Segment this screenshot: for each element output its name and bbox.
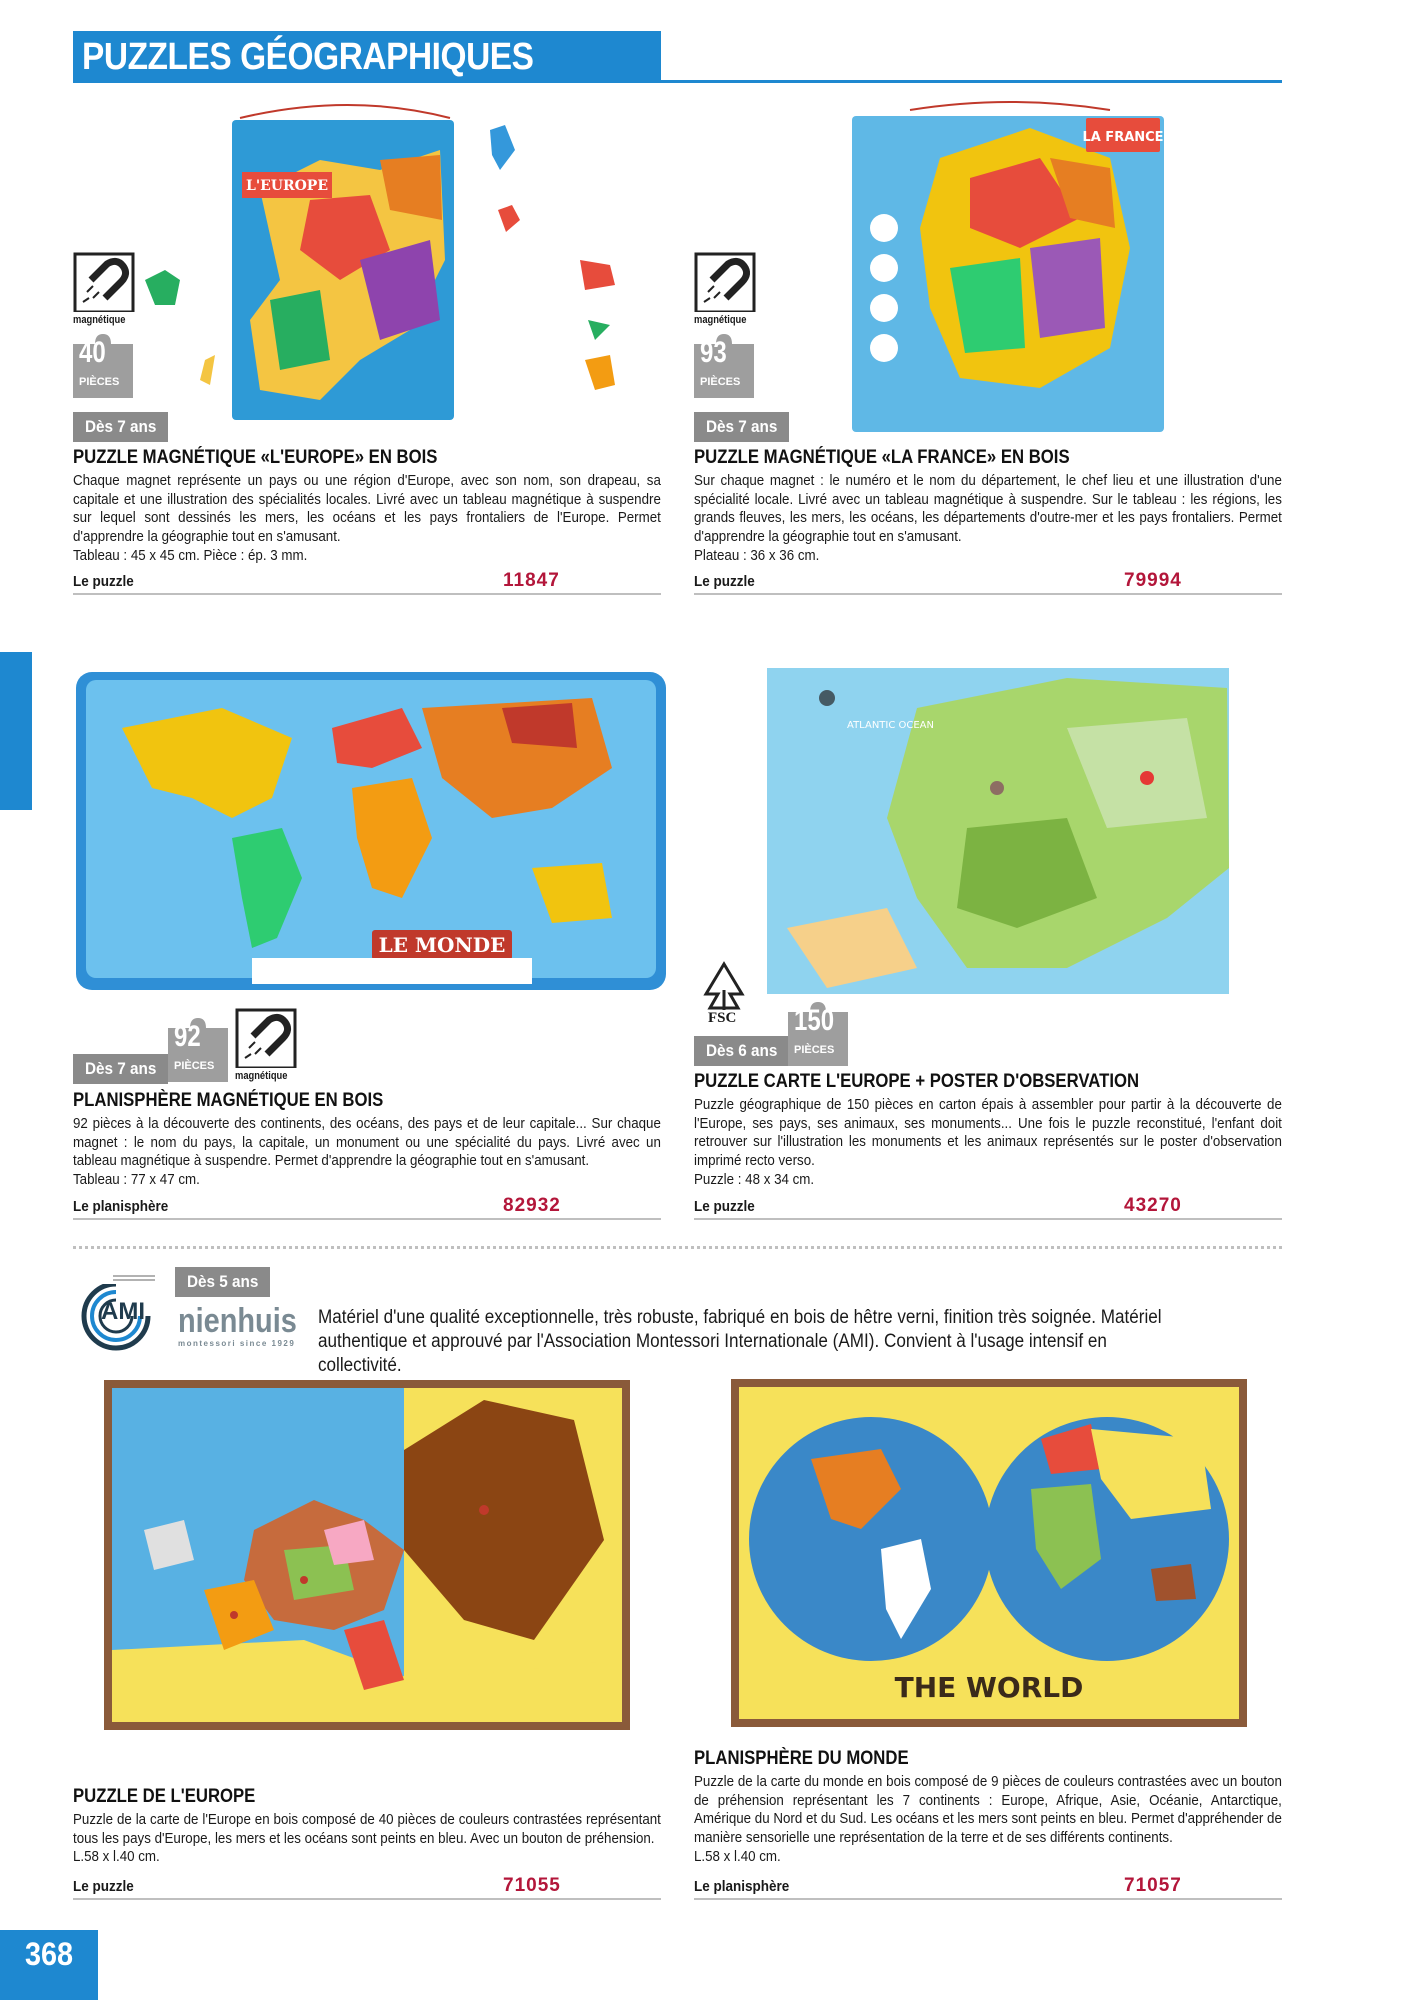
pieces-label-4: PIÈCES — [794, 1044, 835, 1056]
magnetic-badge-2 — [694, 252, 760, 330]
ami-logo — [73, 1268, 159, 1358]
pieces-label-1: PIÈCES — [79, 376, 120, 388]
product-ref: 79994 — [1124, 570, 1182, 591]
pieces-badge-2 — [694, 334, 754, 400]
montessori-description: Matériel d'une qualité exceptionnelle, très robuste, fabriqué en bois de hêtre verni, finition très soignée. Matériel authentique et approuvé par l'Association Montessori Internationale (AMI). Convient à l'usage intensif en collectivité. — [318, 1307, 1162, 1376]
product-description: Sur chaque magnet : le numéro et le nom du département, le chef lieu et une illustration d'une spécialité locale. Livré avec un tableau magnétique à suspendre. Sur le tableau : les régions, les grands fleuves, les mers, les océans, les départements d'outre-mer et les pays frontaliers. Permet d'apprendre la géographie tout en s'amusant. Plateau : 36 x 36 cm. — [694, 473, 1282, 564]
product-ref: 71057 — [1124, 1875, 1182, 1896]
france-image-label: LA FRANCE — [1082, 130, 1164, 145]
product-ref: 71055 — [503, 1875, 561, 1896]
price-row — [694, 1194, 1282, 1220]
product-ref: 11847 — [503, 570, 560, 591]
page-number: 368 — [24, 1936, 74, 1972]
product-europe-magnetic — [73, 447, 661, 591]
unit-label: Le planisphère — [73, 1198, 169, 1215]
page-title: PUZZLES GÉOGRAPHIQUES — [82, 36, 534, 78]
product-image-wooden-europe — [104, 1380, 630, 1730]
price-row — [694, 569, 1282, 595]
unit-label: Le puzzle — [694, 1198, 755, 1215]
product-title: PUZZLE MAGNÉTIQUE «LA FRANCE» EN BOIS — [694, 447, 1070, 468]
magnetic-label-3: magnétique — [235, 1070, 288, 1082]
magnetic-badge-3 — [235, 1008, 301, 1086]
price-row — [694, 1874, 1282, 1900]
brand-subtitle: montessori since 1929 — [178, 1339, 296, 1348]
magnetic-label-2: magnétique — [694, 314, 747, 326]
product-image-europe-magnetic — [140, 100, 640, 425]
the-world-image-label: THE WORLD — [894, 1671, 1084, 1704]
pieces-label-2: PIÈCES — [700, 376, 741, 388]
magnet-icon — [694, 252, 760, 312]
product-description: Puzzle géographique de 150 pièces en carton épais à assembler pour partir à la découverte de l'Europe, ses pays, ses animaux, ses monuments... Une fois le puzzle reconstitué, l'enfant doit retrouver sur l'illustration les monuments et les animaux représentés sur le poster d'observation imprimé recto verso. Puzzle : 48 x 34 cm. — [694, 1097, 1282, 1188]
product-europe-poster — [694, 1071, 1282, 1216]
ami-label: AMI — [101, 1298, 145, 1325]
unit-label: Le planisphère — [694, 1878, 790, 1895]
pieces-count-3: 92 — [174, 1020, 201, 1053]
section-divider — [73, 1246, 1282, 1249]
pieces-label-3: PIÈCES — [174, 1060, 215, 1072]
pieces-count-4: 150 — [794, 1004, 835, 1037]
product-description: Puzzle de la carte du monde en bois composé de 9 pièces de couleurs contrastées avec un bouton de préhension représentant les 7 continents : Europe, Afrique, Asie, Océanie, Antarctique, Amérique du Nord et du Sud. Les océans et les mers sont peints en bleu. Permet d'appréhender de manière sensorielle une représentation de la terre et de ses différents continents. L.58 x l.40 cm. — [694, 1774, 1282, 1865]
product-title: PUZZLE CARTE L'EUROPE + POSTER D'OBSERVATION — [694, 1071, 1140, 1092]
brand-name: nienhuis — [178, 1302, 297, 1340]
nienhuis-logo — [178, 1302, 308, 1358]
unit-label: Le puzzle — [73, 1878, 134, 1895]
price-row — [73, 569, 661, 595]
product-description: Chaque magnet représente un pays ou une région d'Europe, avec son nom, son drapeau, sa capitale et une illustration des spécialités locales. Livré avec un tableau magnétique à suspendre sur lequel sont dessinés les mers, les océans et les pays frontaliers de l'Europe. Permet d'apprendre la géographie tout en s'amusant. Tableau : 45 x 45 cm. Pièce : ép. 3 mm. — [73, 473, 661, 564]
magnet-icon — [73, 252, 139, 312]
product-ref: 82932 — [503, 1195, 561, 1216]
product-title: PLANISPHÈRE DU MONDE — [694, 1748, 909, 1769]
fsc-label: FSC — [708, 1010, 737, 1026]
product-image-wooden-world — [731, 1379, 1247, 1727]
product-world-magnetic — [73, 1090, 661, 1216]
product-wooden-europe — [73, 1786, 661, 1896]
pieces-badge-1 — [73, 334, 133, 400]
product-image-europe-poster — [767, 668, 1229, 994]
pieces-badge-3 — [168, 1018, 228, 1084]
section-tab — [0, 652, 32, 810]
unit-label: Le puzzle — [73, 573, 134, 590]
pieces-badge-4 — [788, 1002, 848, 1068]
poster-image-label: ATLANTIC OCEAN — [847, 720, 935, 731]
age-badge-1: Dès 7 ans — [73, 412, 168, 442]
magnetic-label-1: magnétique — [73, 314, 126, 326]
magnet-icon — [235, 1008, 301, 1068]
age-badge-4: Dès 6 ans — [694, 1036, 789, 1066]
europe-image-label: L'EUROPE — [245, 178, 329, 194]
product-title: PLANISPHÈRE MAGNÉTIQUE EN BOIS — [73, 1090, 384, 1111]
product-title: PUZZLE DE L'EUROPE — [73, 1786, 256, 1807]
pieces-count-2: 93 — [700, 336, 727, 369]
price-row — [73, 1874, 661, 1900]
product-description: Puzzle de la carte de l'Europe en bois composé de 40 pièces de couleurs contrastées représentant tous les pays d'Europe, les mers et les océans sont peints en bleu. Avec un bouton de préhension. L.58 x l.40 cm. — [73, 1812, 661, 1866]
product-description: 92 pièces à la découverte des continents, des océans, des pays et de leur capitale... Sur chaque magnet : le nom du pays, la capitale, un monument ou une spécialité du pays. Livré avec un tableau magnétique à suspendre. Permet d'apprendre la géographie tout en s'amusant. Tableau : 77 x 47 cm. — [73, 1116, 661, 1189]
fsc-tree-icon — [694, 960, 754, 1012]
product-ref: 43270 — [1124, 1195, 1182, 1216]
product-france-magnetic — [694, 447, 1282, 591]
header-rule — [661, 80, 1282, 83]
age-badge-3: Dès 7 ans — [73, 1054, 168, 1084]
price-row — [73, 1194, 661, 1220]
magnetic-badge-1 — [73, 252, 139, 330]
unit-label: Le puzzle — [694, 573, 755, 590]
product-image-world-magnetic — [72, 668, 670, 994]
product-image-france-magnetic — [850, 98, 1166, 434]
age-badge-montessori: Dès 5 ans — [175, 1267, 270, 1297]
pieces-count-1: 40 — [79, 336, 106, 369]
product-wooden-world — [694, 1748, 1282, 1896]
world-image-label: LE MONDE — [378, 933, 506, 957]
age-badge-2: Dès 7 ans — [694, 412, 789, 442]
fsc-badge — [694, 960, 754, 1030]
product-title: PUZZLE MAGNÉTIQUE «L'EUROPE» EN BOIS — [73, 447, 438, 468]
